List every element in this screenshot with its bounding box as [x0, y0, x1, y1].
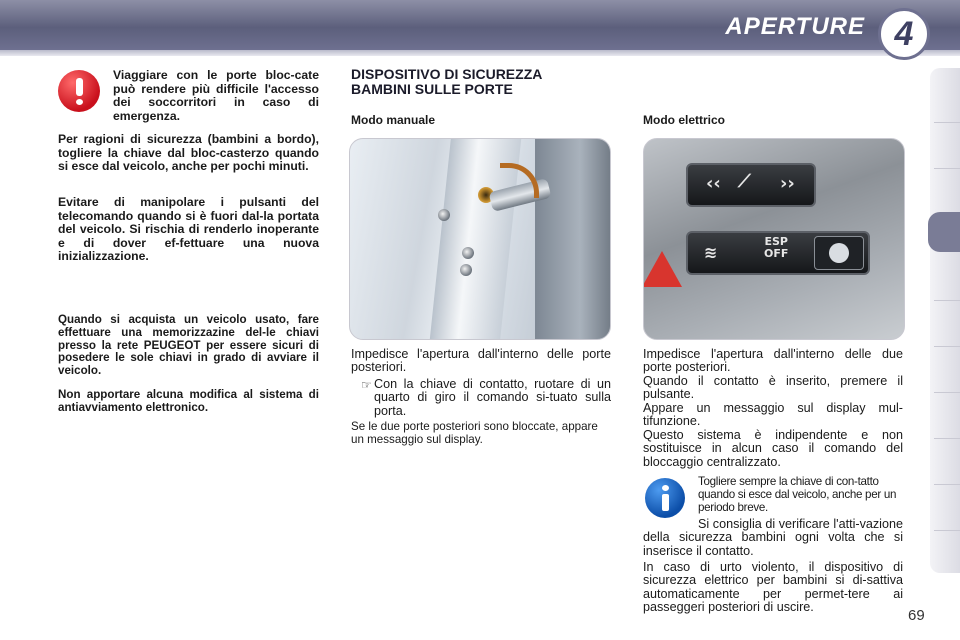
section-title-line-1: DISPOSITIVO DI SICUREZZA — [351, 66, 543, 82]
header-divider — [0, 50, 960, 56]
hazard-button — [643, 251, 682, 287]
chapter-tab[interactable] — [934, 392, 960, 393]
chapter-tab[interactable] — [934, 530, 960, 531]
chapter-tab[interactable] — [934, 122, 960, 123]
esp-label: ESP — [764, 235, 788, 248]
manual-mode-note: Se le due porte posteriori sono bloccate, appare un messaggio sul display. — [351, 420, 598, 446]
chapter-tab[interactable] — [934, 438, 960, 439]
electric-mode-message: Appare un messaggio sul display mul-tifunzione. — [643, 401, 903, 429]
door-lock-photo — [349, 138, 611, 340]
chapter-tab-rail — [930, 68, 960, 573]
instruction-bullet — [351, 378, 611, 418]
subhead-electric-mode: Modo elettrico — [643, 113, 726, 127]
info-key-reminder: Togliere sempre la chiave di con-tatto quando si esce dal veicolo, anche per un periodo breve. — [698, 475, 897, 514]
warning-text: Viaggiare con le porte bloc-cate può rendere più difficile l'accesso dei soccorritori in caso di emergenza. — [113, 68, 319, 123]
child-lock-icon — [829, 243, 849, 263]
child-lock-button-photo: ‹‹ ⟋ ›› ≋ ESP OFF — [643, 138, 905, 340]
chapter-tab[interactable] — [934, 168, 960, 169]
electric-mode-description: Impedisce l'apertura dall'interno delle due porte posteriori. — [643, 347, 903, 375]
child-lock-button[interactable] — [814, 236, 864, 270]
page-number: 69 — [908, 607, 925, 624]
paragraph-remote-control: Evitare di manipolare i pulsanti del telecomando quando si è fuori dal-la portata del veicolo. Si rischia di renderlo inoperante e di dover ef-fettuare una nuova inizializzazione. — [58, 195, 319, 264]
chapter-tab-active[interactable] — [928, 212, 960, 252]
info-icon — [645, 478, 685, 518]
paragraph-used-vehicle: Quando si acquista un veicolo usato, fare effettuare una memorizzazine del-le chiavi presso la rete PEUGEOT per essere sicuri di posedere le sole chiavi in grado di avviare il veicolo. — [58, 313, 319, 378]
chapter-tab[interactable] — [934, 346, 960, 347]
warning-icon — [58, 70, 100, 112]
fuel-icon: ≋ — [704, 243, 718, 262]
info-check-activation — [643, 518, 903, 558]
instruction-text: Con la chiave di contatto, ruotare di un quarto di giro il comando si-tuato sulla porta. — [374, 377, 611, 418]
chapter-tab[interactable] — [934, 300, 960, 301]
section-title — [351, 67, 621, 97]
section-title-line-2: BAMBINI SULLE PORTE — [351, 81, 513, 97]
chapter-title: APERTURE — [725, 13, 865, 40]
pointing-hand-icon: ☞ — [361, 378, 372, 392]
off-label: OFF — [764, 247, 789, 260]
electric-mode-step: Quando il contatto è inserito, premere il pulsante. — [643, 374, 903, 402]
chapter-tab[interactable] — [934, 484, 960, 485]
info-check-activation-text: Si consiglia di verificare l'atti-vazione della sicurezza bambini ogni volta che si inserisce il contatto. — [643, 517, 903, 558]
chapter-number-badge: 4 — [878, 8, 930, 60]
info-crash-deactivation: In caso di urto violento, il dispositivo di sicurezza elettrico per bambini si di-sattiva automaticamente per permet-tere ai passeggeri posteriori di uscire. — [643, 560, 903, 615]
manual-mode-description: Impedisce l'apertura dall'interno delle porte posteriori. — [351, 347, 611, 375]
paragraph-key-safety: Per ragioni di sicurezza (bambini a bordo), togliere la chiave dal bloc-casterzo quando si esce dal veicolo, anche per pochi minuti. — [58, 132, 319, 174]
paragraph-immobiliser: Non apportare alcuna modifica al sistema di antiavviamento elettronico. — [58, 388, 319, 414]
subhead-manual-mode: Modo manuale — [351, 113, 436, 127]
electric-mode-independence: Questo sistema è indipendente e non sostituisce in alcun caso il comando del bloccaggio centralizzato. — [643, 428, 903, 469]
